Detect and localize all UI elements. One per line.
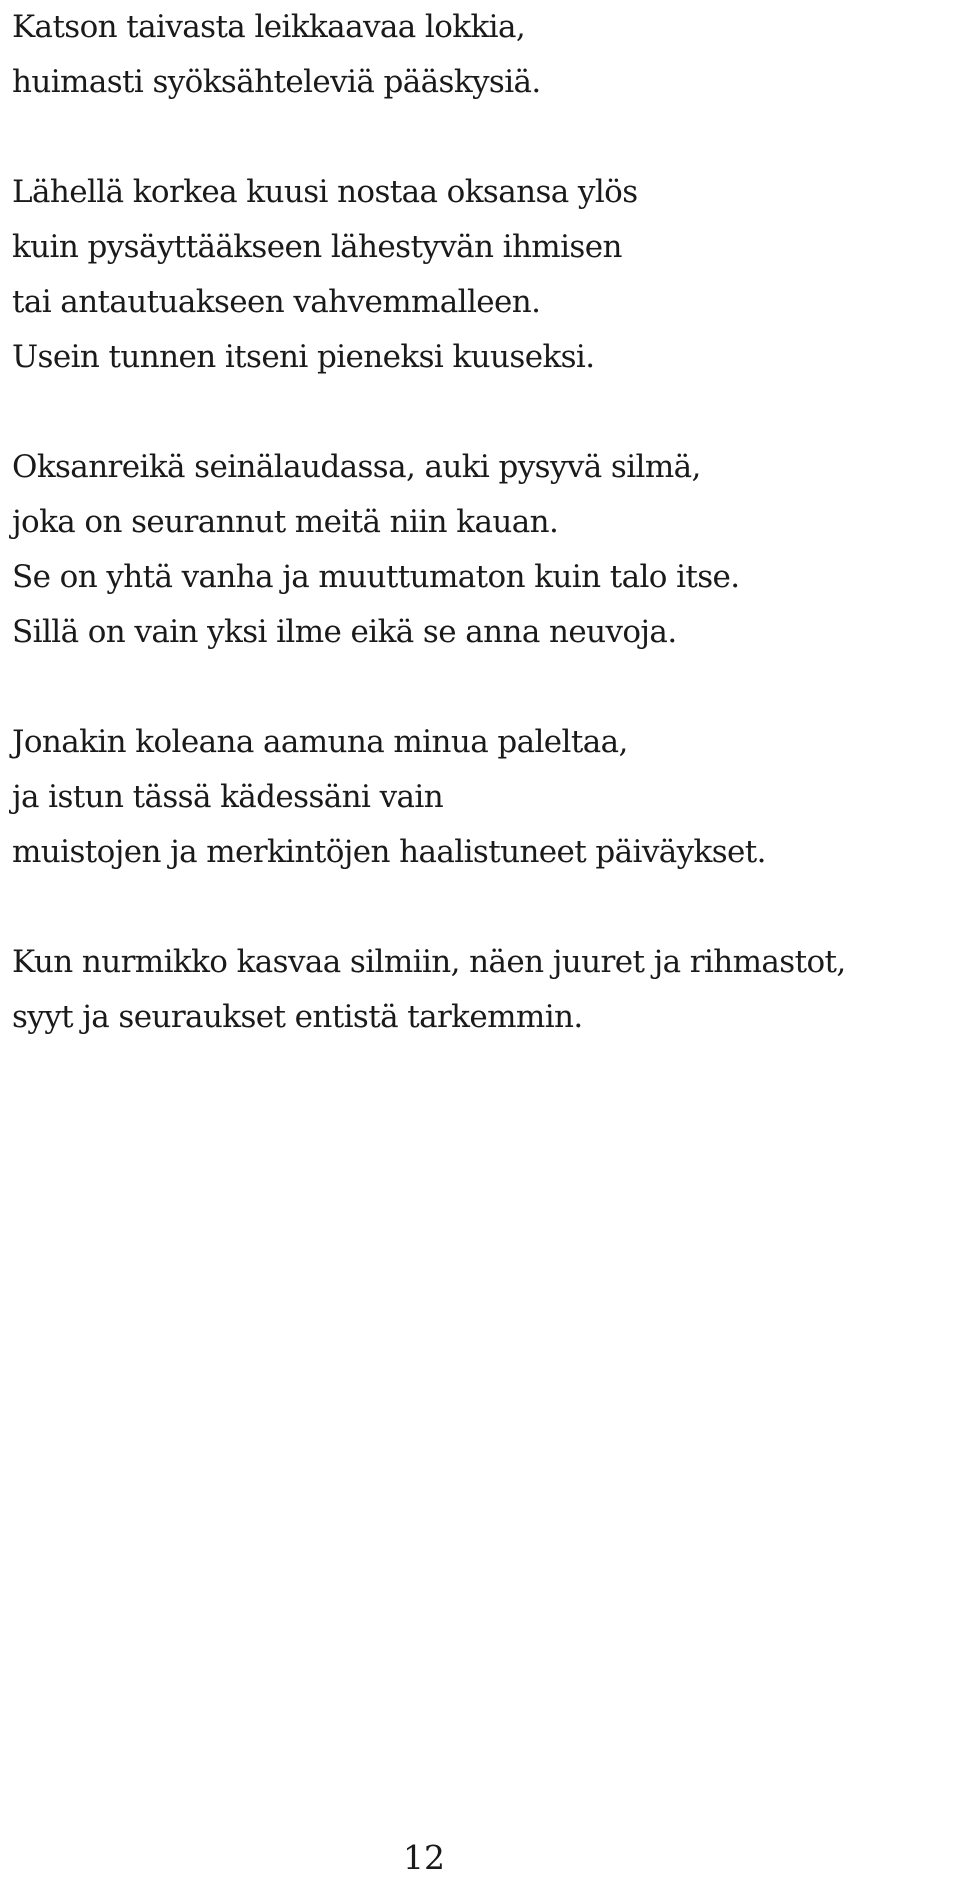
- poem-line: Katson taivasta leikkaavaa lokkia,: [12, 9, 526, 45]
- poem-line: Oksanreikä seinälaudassa, auki pysyvä silmä,: [12, 449, 701, 485]
- poem-line: kuin pysäyttääkseen lähestyvän ihmisen: [12, 229, 622, 265]
- poem-body: [12, 0, 952, 1045]
- poem-line: Se on yhtä vanha ja muuttumaton kuin talo itse.: [12, 559, 740, 595]
- poem-line: Usein tunnen itseni pieneksi kuuseksi.: [12, 339, 595, 375]
- poem-line: Kun nurmikko kasvaa silmiin, näen juuret ja rihmastot,: [12, 944, 846, 980]
- poem-line: Sillä on vain yksi ilme eikä se anna neuvoja.: [12, 614, 677, 650]
- stanza-2: [12, 165, 952, 385]
- poem-line: Lähellä korkea kuusi nostaa oksansa ylös: [12, 174, 638, 210]
- stanza-1: [12, 0, 952, 110]
- poem-line: ja istun tässä kädessäni vain: [12, 779, 444, 815]
- stanza-3: [12, 440, 952, 660]
- stanza-4: [12, 715, 952, 880]
- poem-line: joka on seurannut meitä niin kauan.: [12, 504, 559, 540]
- page-number: [0, 1838, 960, 1878]
- poem-line: muistojen ja merkintöjen haalistuneet päiväykset.: [12, 834, 766, 870]
- poem-line: huimasti syöksähteleviä pääskysiä.: [12, 64, 541, 100]
- poem-line: Jonakin koleana aamuna minua paleltaa,: [12, 724, 628, 760]
- stanza-5: [12, 935, 952, 1045]
- page-number-text: 12: [403, 1838, 445, 1877]
- poem-line: syyt ja seuraukset entistä tarkemmin.: [12, 999, 583, 1035]
- poem-line: tai antautuakseen vahvemmalleen.: [12, 284, 541, 320]
